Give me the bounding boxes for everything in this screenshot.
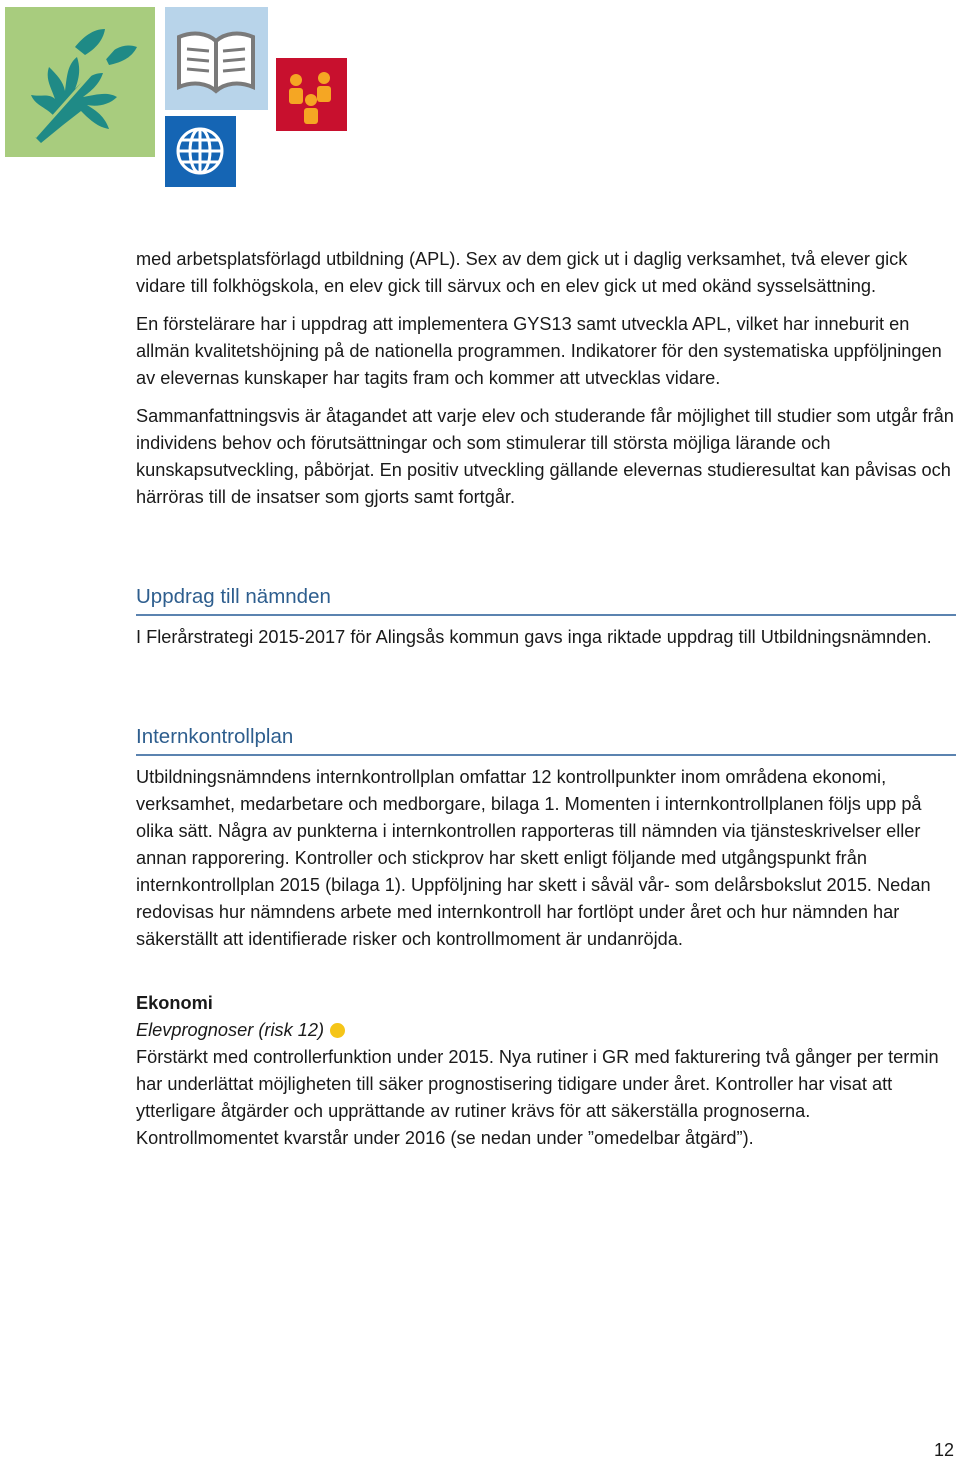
- people-icon: [276, 58, 347, 131]
- paragraph-ekonomi: Förstärkt med controllerfunktion under 2015. Nya rutiner i GR med fakturering två gånger per termin har underlättat möjligheten till säker prognostisering tidigare under året. Kontroller har visat att ytterligare åtgärder och upprättande av rutiner krävs för att säkerställa prognoserna. Kontrollmomentet kvarstår under 2016 (se nedan under ”omedelbar åtgärd”).: [136, 1047, 939, 1148]
- risk-label-text: Elevprognoser (risk 12): [136, 1020, 325, 1040]
- paragraph-internkontroll: Utbildningsnämndens internkontrollplan omfattar 12 kontrollpunkter inom områdena ekonomi, verksamhet, medarbetare och medborgare, bilaga 1. Momenten i internkontrollplanen följs upp på olika sätt. Några av punkterna i internkontrollen rapporteras till nämnden via tjänsteskrivelser eller annan rapporering. Kontroller och stickprov har skett enligt följande med utgångspunkt från internkontrollplan 2015 (bilaga 1). Uppföljning har skett i såväl vår- som delårsbokslut 2015. Nedan redovisas hur nämndens arbete med internkontroll har fortlöpt under året och hur nämnden har säkerställt att identifierade risker och kontrollmoment är undanröjda.: [136, 767, 931, 949]
- heading-uppdrag: Uppdrag till nämnden: [136, 584, 956, 616]
- heading-internkontrollplan: Internkontrollplan: [136, 724, 956, 756]
- paragraph-sammanfattning: Sammanfattningsvis är åtagandet att varje elev och studerande får möjlighet till studier som utgår från individens behov och förutsättningar och som stimulerar till största möjliga lärande och kunskapsutveckling, påbörjat. En positiv utveckling gällande elevernas studieresultat kan påvisas och härröras till de insatser som gjorts samt fortgår.: [136, 406, 954, 507]
- oak-leaf-tile: [5, 7, 155, 157]
- paragraph-forstelarare: En förstelärare har i uppdrag att implementera GYS13 samt utveckla APL, vilket har inneburit en allmän kvalitetshöjning på de nationella programmen. Indikatorer för den systematiska uppföljningen av elevernas kunskaper har tagits fram och kommer att utvecklas vidare.: [136, 314, 942, 388]
- people-tile: [276, 58, 347, 131]
- globe-icon: [165, 116, 236, 187]
- open-book-icon: [165, 7, 268, 110]
- book-tile: [165, 7, 268, 110]
- status-dot-icon: [330, 1023, 345, 1038]
- globe-tile: [165, 116, 236, 187]
- page-number: 12: [933, 1440, 954, 1460]
- paragraph-uppdrag: I Flerårstrategi 2015-2017 för Alingsås kommun gavs inga riktade uppdrag till Utbildningsnämnden.: [136, 627, 932, 647]
- logo-mosaic: [0, 0, 360, 200]
- oak-leaf-icon: [5, 7, 155, 157]
- paragraph-apl: med arbetsplatsförlagd utbildning (APL). Sex av dem gick ut i daglig verksamhet, två elever gick vidare till folkhögskola, en elev gick till särvux och en elev gick ut med okänd sysselsättning.: [136, 249, 908, 296]
- risk-label: [136, 1017, 956, 1044]
- heading-ekonomi: Ekonomi: [136, 993, 213, 1013]
- document-body: [136, 246, 956, 1163]
